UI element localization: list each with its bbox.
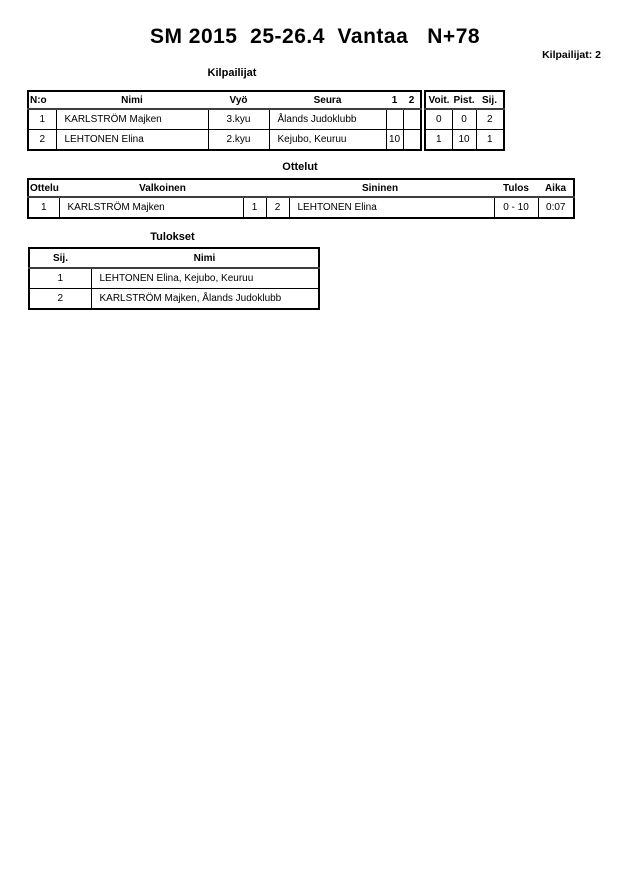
section-heading-ottelut: Ottelut <box>282 161 318 173</box>
header-cell-match2: 2 <box>403 91 421 109</box>
cell-wins: 1 <box>425 130 452 151</box>
table-header-row <box>29 248 319 268</box>
cell-match2-score <box>403 130 421 151</box>
section-heading-tulokset: Tulokset <box>150 231 195 243</box>
header-cell-seura: Seura <box>269 91 386 109</box>
header-cell-match1: 1 <box>386 91 403 109</box>
cell-number: 1 <box>28 109 56 130</box>
header-cell-nimi: Nimi <box>56 91 208 109</box>
cell-white-number: 1 <box>243 197 266 218</box>
competitor-count-label: Kilpailijat: 2 <box>542 49 601 61</box>
header-cell-wins: Voit. <box>425 91 452 109</box>
table-row <box>28 197 574 218</box>
header-cell-no: N:o <box>28 91 56 109</box>
cell-result: 0 - 10 <box>494 197 538 218</box>
matches-table <box>27 178 575 219</box>
cell-match1-score <box>386 109 403 130</box>
table-row <box>28 130 421 151</box>
cell-blue-name: LEHTONEN Elina <box>289 197 494 218</box>
table-header-row <box>425 91 504 109</box>
header-cell-time: Aika <box>538 179 574 197</box>
cell-points: 0 <box>452 109 476 130</box>
cell-match1-score: 10 <box>386 130 403 151</box>
cell-name-club: KARLSTRÖM Majken, Ålands Judoklubb <box>91 289 319 310</box>
cell-rank: 2 <box>29 289 91 310</box>
header-cell-rank: Sij. <box>476 91 504 109</box>
cell-rank: 1 <box>476 130 504 151</box>
table-row <box>29 268 319 289</box>
table-row <box>425 130 504 151</box>
cell-match-number: 1 <box>28 197 59 218</box>
table-row <box>28 109 421 130</box>
header-cell-match: Ottelu <box>28 179 59 197</box>
header-cell-points: Pist. <box>452 91 476 109</box>
header-cell-name: Nimi <box>91 248 319 268</box>
table-row <box>425 109 504 130</box>
table-header-row <box>28 179 574 197</box>
cell-belt: 3.kyu <box>208 109 269 130</box>
cell-club: Kejubo, Keuruu <box>269 130 386 151</box>
header-cell-result: Tulos <box>494 179 538 197</box>
cell-match2-score <box>403 109 421 130</box>
cell-points: 10 <box>452 130 476 151</box>
header-cell-blue: Sininen <box>266 179 494 197</box>
cell-number: 2 <box>28 130 56 151</box>
section-heading-kilpailijat: Kilpailijat <box>207 67 257 79</box>
competitors-table-main <box>27 90 422 151</box>
cell-white-name: KARLSTRÖM Majken <box>59 197 243 218</box>
cell-name: LEHTONEN Elina <box>56 130 208 151</box>
competitors-table-stats <box>424 90 505 151</box>
cell-time: 0:07 <box>538 197 574 218</box>
cell-club: Ålands Judoklubb <box>269 109 386 130</box>
page-title: SM 2015 25-26.4 Vantaa N+78 <box>149 25 481 48</box>
header-cell-vyo: Vyö <box>208 91 269 109</box>
table-header-row <box>28 91 421 109</box>
cell-name: KARLSTRÖM Majken <box>56 109 208 130</box>
results-table <box>28 247 320 310</box>
cell-wins: 0 <box>425 109 452 130</box>
cell-name-club: LEHTONEN Elina, Kejubo, Keuruu <box>91 268 319 289</box>
header-cell-white: Valkoinen <box>59 179 266 197</box>
cell-rank: 2 <box>476 109 504 130</box>
cell-belt: 2.kyu <box>208 130 269 151</box>
cell-rank: 1 <box>29 268 91 289</box>
table-row <box>29 289 319 310</box>
header-cell-rank: Sij. <box>29 248 91 268</box>
cell-blue-number: 2 <box>266 197 289 218</box>
